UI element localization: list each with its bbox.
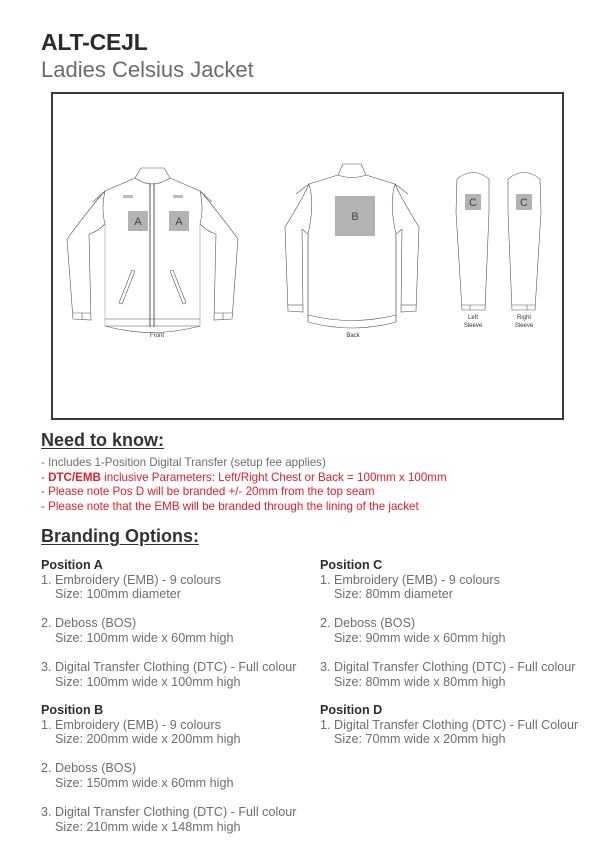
option-name: 2. Deboss (BOS) [41, 761, 137, 776]
option-name: 3. Digital Transfer Clothing (DTC) - Full colour [320, 660, 576, 675]
note-prefix: - [41, 470, 49, 484]
option-name: 3. Digital Transfer Clothing (DTC) - Full colour [41, 660, 297, 675]
view-label-left-sleeve-1: Left [467, 315, 479, 321]
position-d-block [320, 703, 578, 747]
marker-a-label: A [175, 216, 183, 228]
need-to-know-list [41, 456, 447, 514]
position-marker-c-right [516, 194, 532, 210]
position-title: Position C [320, 558, 383, 572]
jacket-illustration [53, 94, 562, 418]
note-item: - Please note that the EMB will be branded through the lining of the jacket [41, 499, 419, 513]
branding-option [320, 718, 578, 747]
product-code: ALT-CEJL [41, 29, 148, 55]
view-label-right-sleeve-1: Right [516, 315, 532, 321]
branding-options-heading: Branding Options: [41, 526, 199, 546]
branding-option [41, 761, 296, 790]
position-title: Position A [41, 558, 103, 572]
note-emphasis: DTC/EMB [48, 470, 101, 484]
product-name: Ladies Celsius Jacket [41, 57, 254, 82]
option-name: 2. Deboss (BOS) [41, 616, 137, 631]
position-a-block [41, 558, 296, 689]
marker-b-label: B [351, 211, 359, 223]
sleeve-drawings [456, 173, 541, 311]
option-name: 2. Deboss (BOS) [320, 616, 416, 631]
marker-c-label: C [520, 197, 528, 209]
marker-c-label: C [469, 197, 477, 209]
branding-option [41, 660, 296, 689]
position-b-block [41, 703, 296, 834]
option-size: Size: 80mm diameter [334, 587, 453, 602]
option-name: 1. Digital Transfer Clothing (DTC) - Full Colour [320, 717, 579, 732]
front-jacket-drawing [67, 168, 238, 333]
view-label-right-sleeve-2: Sleeve [514, 323, 534, 329]
view-label-back: Back [346, 333, 360, 339]
branding-option [41, 616, 296, 645]
branding-option [41, 805, 296, 834]
view-label-left-sleeve-2: Sleeve [463, 323, 483, 329]
note-item: - Includes 1-Position Digital Transfer (setup fee applies) [41, 456, 326, 469]
garment-diagram [51, 92, 564, 420]
position-marker-a-left [128, 211, 148, 231]
option-size: Size: 90mm wide x 60mm high [334, 630, 506, 645]
note-text: inclusive Parameters: Left/Right Chest or Back = 100mm x 100mm [100, 470, 447, 484]
position-marker-c-left [465, 194, 481, 210]
option-size: Size: 200mm wide x 200mm high [55, 732, 241, 747]
branding-option [41, 573, 296, 602]
branding-option [320, 660, 575, 689]
position-c-block [320, 558, 575, 689]
branding-option [320, 573, 575, 602]
option-size: Size: 100mm wide x 100mm high [55, 674, 241, 689]
marker-a-label: A [134, 216, 142, 228]
position-marker-a-right [169, 211, 189, 231]
need-to-know-heading: Need to know: [41, 430, 165, 450]
option-size: Size: 100mm diameter [55, 587, 181, 602]
option-size: Size: 70mm wide x 20mm high [334, 732, 506, 747]
view-label-front: Front [149, 333, 165, 339]
option-name: 3. Digital Transfer Clothing (DTC) - Full colour [41, 805, 297, 820]
option-size: Size: 100mm wide x 60mm high [55, 630, 234, 645]
position-marker-b [335, 196, 375, 236]
position-title: Position B [41, 703, 104, 717]
position-title: Position D [320, 703, 383, 717]
option-size: Size: 210mm wide x 148mm high [55, 819, 241, 834]
branding-option [320, 616, 575, 645]
option-name: 1. Embroidery (EMB) - 9 colours [41, 717, 221, 732]
option-name: 1. Embroidery (EMB) - 9 colours [320, 572, 500, 587]
back-jacket-drawing [285, 164, 419, 328]
branding-option [41, 718, 296, 747]
option-name: 1. Embroidery (EMB) - 9 colours [41, 572, 221, 587]
note-item: - Please note Pos D will be branded +/- 20mm from the top seam [41, 485, 375, 499]
option-size: Size: 150mm wide x 60mm high [55, 775, 234, 790]
note-item [41, 471, 447, 486]
option-size: Size: 80mm wide x 80mm high [334, 674, 506, 689]
